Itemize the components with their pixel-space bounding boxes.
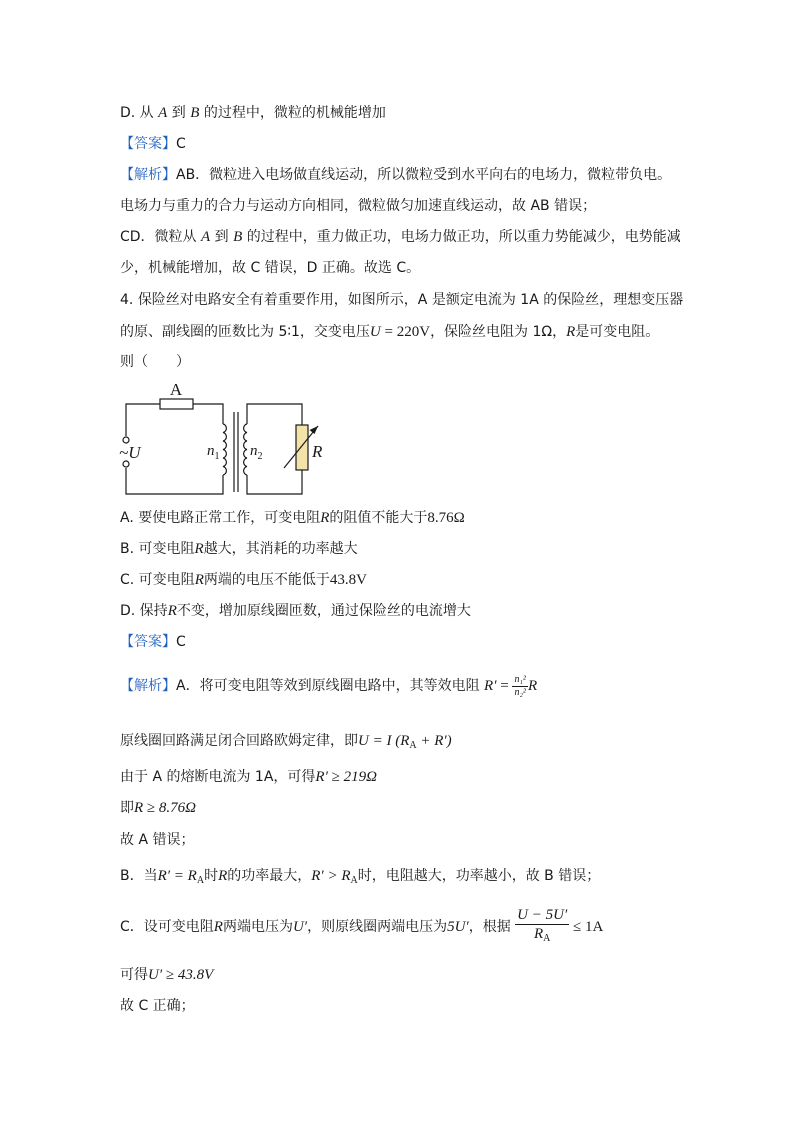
stem-text: 保险丝对电路安全有着重要作用，如图所示，A 是额定电流为 1A 的保险丝，理想变压器	[137, 292, 684, 308]
answer	[120, 632, 186, 652]
symbol-r: R	[167, 603, 177, 619]
symbol-r: R	[213, 919, 223, 935]
analysis-text: AB．微粒进入电场做直线运动，所以微粒受到水平向右的电场力，微粒带负电。	[176, 167, 672, 183]
text-seg: 的过程中，重力做正功，电场力做正功，所以重力势能减少，电势能减	[246, 229, 681, 245]
prev-analysis-line3	[120, 227, 681, 247]
symbol-r: R	[566, 324, 576, 340]
analysis-c	[120, 906, 603, 948]
analysis-text: 可得	[120, 967, 148, 983]
option-c	[120, 570, 367, 590]
voltage-value: = 220V	[380, 324, 431, 340]
fraction-denominator: n₂²	[514, 686, 526, 698]
analysis-tag: 【解析】	[120, 678, 176, 694]
option-d	[120, 601, 471, 621]
prev-answer	[120, 134, 186, 154]
option-d-label: D. 从	[120, 105, 154, 121]
text-seg: CD．微粒从	[120, 229, 197, 245]
symbol-u: U	[369, 324, 381, 340]
analysis-text: B．当	[120, 868, 158, 884]
r-label: R	[312, 442, 323, 461]
option-text: C. 可变电阻	[120, 572, 195, 588]
primary-coil	[223, 424, 226, 475]
symbol-r: R	[527, 678, 538, 694]
fuse-label: A	[169, 380, 183, 399]
wire-secondary-top	[247, 404, 302, 425]
formula: 5U′	[447, 919, 469, 935]
option-d-prev	[120, 103, 386, 123]
analysis-text: 由于 A 的熔断电流为 1A，可得	[120, 769, 316, 785]
to-text: 到	[171, 105, 186, 121]
question-number: 4.	[120, 292, 134, 308]
subscript: A	[196, 875, 205, 886]
analysis-a	[120, 666, 537, 706]
option-text: 不变，增加原线圈匝数，通过保险丝的电流增大	[176, 603, 471, 619]
analysis-text: 的功率最大，	[227, 868, 312, 884]
stem-text: ，保险丝电阻为 1Ω，	[430, 324, 567, 340]
answer-tag: 【答案】	[120, 634, 176, 650]
formula: R′ > R	[311, 868, 351, 884]
question-stem-line1	[120, 290, 683, 310]
option-text: B. 可变电阻	[120, 541, 195, 557]
point-a: A	[158, 105, 168, 121]
formula: R ≥ 8.76Ω	[134, 800, 196, 816]
symbol-r: R	[194, 541, 204, 557]
analysis-text: 原线圈回路满足闭合回路欧姆定律，即	[120, 733, 358, 749]
option-text: A. 要使电路正常工作，可变电阻	[120, 510, 321, 526]
wire-primary-bottom	[126, 468, 223, 494]
source-label: ~U	[119, 443, 141, 462]
prev-analysis-line1	[120, 165, 671, 185]
analysis-text: 两端电压为	[222, 919, 293, 935]
formula: U′	[292, 919, 308, 935]
analysis-so	[120, 798, 196, 818]
formula-rprime: R′	[484, 678, 497, 694]
subscript: A	[350, 875, 358, 886]
analysis-text: C．设可变电阻	[120, 919, 214, 935]
resistor-arrowhead	[310, 426, 319, 434]
answer-value: C	[176, 136, 186, 152]
option-d-rest: 的过程中，微粒的机械能增加	[203, 105, 386, 121]
analysis-ohm	[120, 731, 452, 756]
answer-tag: 【答案】	[120, 136, 176, 152]
turns-ratio-fraction	[512, 674, 527, 699]
analysis-c-conclusion: 故 C 正确；	[120, 998, 195, 1014]
variable-resistor	[296, 425, 308, 470]
text-seg: 到	[214, 229, 229, 245]
analysis-text: A．将可变电阻等效到原线圈电路中，其等效电阻	[176, 678, 480, 694]
analysis-text: 时	[204, 868, 219, 884]
fraction-numerator: n₁²	[514, 673, 526, 685]
option-b	[120, 539, 358, 559]
analysis-text: ，则原线圈两端电压为	[307, 919, 448, 935]
stem-text: 的原、副线圈的匝数比为 5∶1，交变电压	[120, 324, 370, 340]
wire-primary-top-right	[193, 404, 223, 424]
formula-le: ≤ 1A	[569, 919, 604, 935]
analysis-text: ，根据	[468, 919, 511, 935]
point-b: B	[233, 229, 243, 245]
option-text: 两端的电压不能低于	[203, 572, 330, 588]
fuse-symbol	[160, 399, 193, 409]
analysis-a-conclusion: 故 A 错误；	[120, 832, 195, 848]
fuse-current-fraction	[515, 906, 569, 948]
subscript: A	[409, 740, 417, 751]
point-b: B	[190, 105, 200, 121]
option-value: 8.76Ω	[427, 510, 465, 526]
ohm-formula-tail: + R′)	[416, 733, 452, 749]
answer-value: C	[176, 634, 186, 650]
symbol-r: R	[194, 572, 204, 588]
wire-secondary-bottom	[247, 470, 302, 494]
analysis-text: 即	[120, 800, 134, 816]
option-text: 越大，其消耗的功率越大	[203, 541, 358, 557]
formula: R′ = R	[157, 868, 197, 884]
question-stem-line3: 则（ ）	[120, 354, 190, 370]
formula: U′ ≥ 43.8V	[148, 967, 214, 983]
n1-label: $n_1$	[207, 443, 220, 462]
formula-eq: =	[496, 678, 513, 694]
symbol-r: R	[218, 868, 228, 884]
analysis-b	[120, 866, 600, 891]
prev-analysis-line4: 少，机械能增加，故 C 错误，D 正确。故选 C。	[120, 260, 421, 276]
ohm-formula: U = I (R	[358, 733, 410, 749]
analysis-text: 时，电阻越大，功率越小，故 B 错误；	[357, 868, 601, 884]
symbol-r: R	[320, 510, 330, 526]
secondary-coil	[244, 424, 247, 475]
subscript: A	[543, 933, 551, 944]
stem-text: 是可变电阻。	[575, 324, 660, 340]
analysis-fuse	[120, 767, 377, 787]
circuit-diagram	[116, 378, 323, 500]
symbol-r: R	[533, 926, 544, 942]
analysis-tag: 【解析】	[120, 167, 176, 183]
question-stem-line2	[120, 322, 659, 342]
option-text: D. 保持	[120, 603, 168, 619]
formula: R′ ≥ 219Ω	[315, 769, 377, 785]
point-a: A	[201, 229, 211, 245]
prev-analysis-line2: 电场力与重力的合力与运动方向相同，微粒做匀加速直线运动，故 AB 错误；	[120, 198, 597, 214]
fraction-denominator	[515, 925, 569, 948]
wire-primary-top-left	[126, 404, 160, 436]
n2-label: $n_2$	[250, 443, 263, 462]
option-value: 43.8V	[329, 572, 367, 588]
analysis-c-result	[120, 965, 213, 985]
fraction-numerator: U − 5U′	[517, 907, 568, 923]
option-a	[120, 508, 465, 528]
option-text: 的阻值不能大于	[329, 510, 428, 526]
